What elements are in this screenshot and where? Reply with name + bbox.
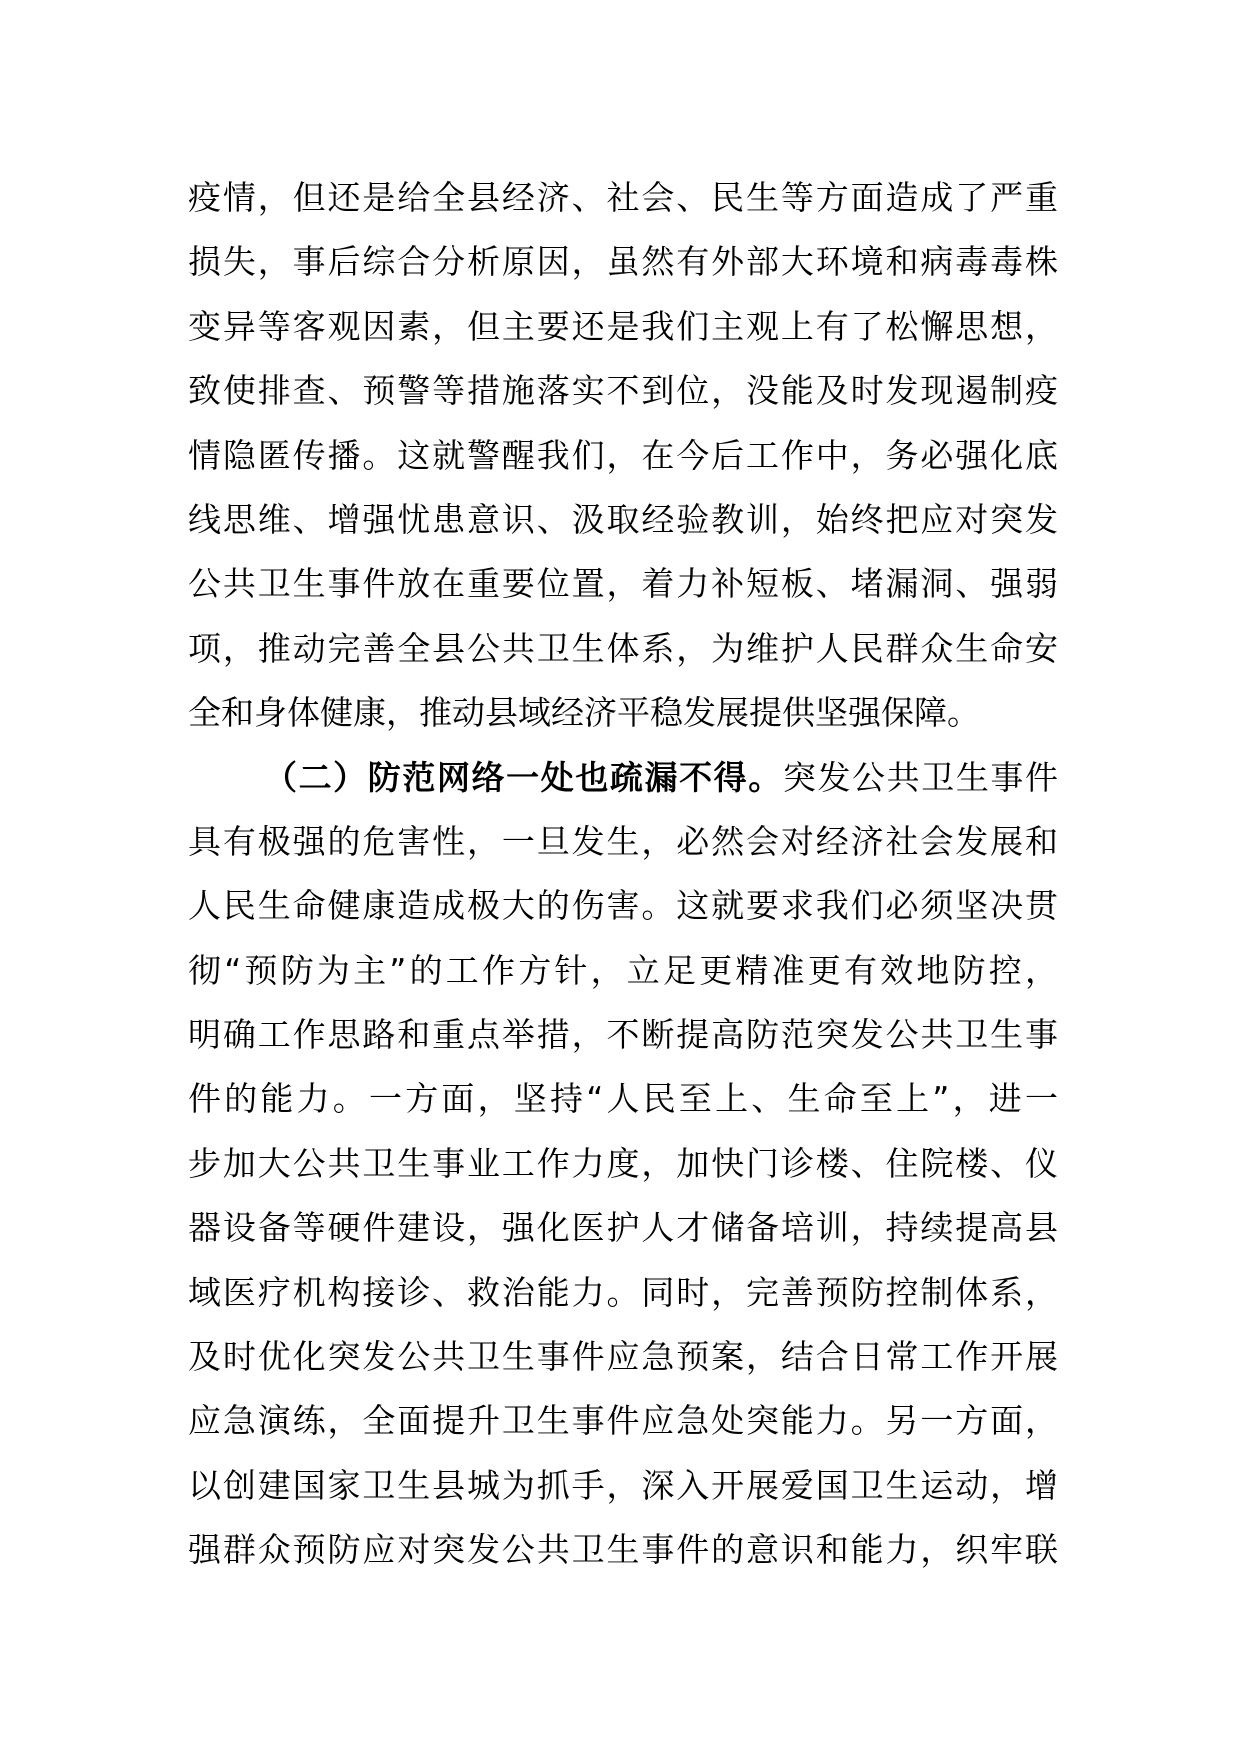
text-line: 彻“预防为主”的工作方针，立足更精准更有效地防控， [188,950,1058,990]
text-line: 项，推动完善全县公共卫生体系，为维护人民群众生命安 [188,628,1058,668]
text-line: 全和身体健康，推动县域经济平稳发展提供坚强保障。 [188,693,980,733]
text-line: 以创建国家卫生县城为抓手，深入开展爱国卫生运动，增 [188,1465,1058,1505]
text-line: 应急演练，全面提升卫生事件应急处突能力。另一方面， [188,1401,1058,1441]
document-body [188,166,1058,1583]
text-line: 变异等客观因素，但主要还是我们主观上有了松懈思想， [188,306,1058,346]
text-line: 致使排查、预警等措施落实不到位，没能及时发现遏制疫 [188,371,1058,411]
text-line: 人民生命健康造成极大的伤害。这就要求我们必须坚决贯 [188,886,1058,926]
text-line: 公共卫生事件放在重要位置，着力补短板、堵漏洞、强弱 [188,564,1058,604]
text-line: 情隐匿传播。这就警醒我们，在今后工作中，务必强化底 [188,435,1058,475]
text-line: 及时优化突发公共卫生事件应急预案，结合日常工作开展 [188,1337,1058,1377]
text-line: 强群众预防应对突发公共卫生事件的意识和能力，织牢联 [188,1530,1058,1570]
text-line: 域医疗机构接诊、救治能力。同时，完善预防控制体系， [188,1272,1058,1312]
section-heading: （二）防范网络一处也疏漏不得。 [264,757,783,797]
text-line: 步加大公共卫生事业工作力度，加快门诊楼、住院楼、仪 [188,1143,1058,1183]
text-line: 线思维、增强忧患意识、汲取经验教训，始终把应对突发 [188,499,1058,539]
text-line: 器设备等硬件建设，强化医护人才储备培训，持续提高县 [188,1208,1058,1248]
text-line: 明确工作思路和重点举措，不断提高防范突发公共卫生事 [188,1015,1058,1055]
section-heading-continuation: 突发公共卫生事件 [782,757,1059,797]
text-line: 件的能力。一方面，坚持“人民至上、生命至上”，进一 [188,1079,1058,1119]
text-line: 损失，事后综合分析原因，虽然有外部大环境和病毒毒株 [188,242,1058,282]
text-line: 具有极强的危害性，一旦发生，必然会对经济社会发展和 [188,821,1058,861]
text-line: 疫情，但还是给全县经济、社会、民生等方面造成了严重 [188,178,1058,217]
section-heading-line [188,746,1058,810]
